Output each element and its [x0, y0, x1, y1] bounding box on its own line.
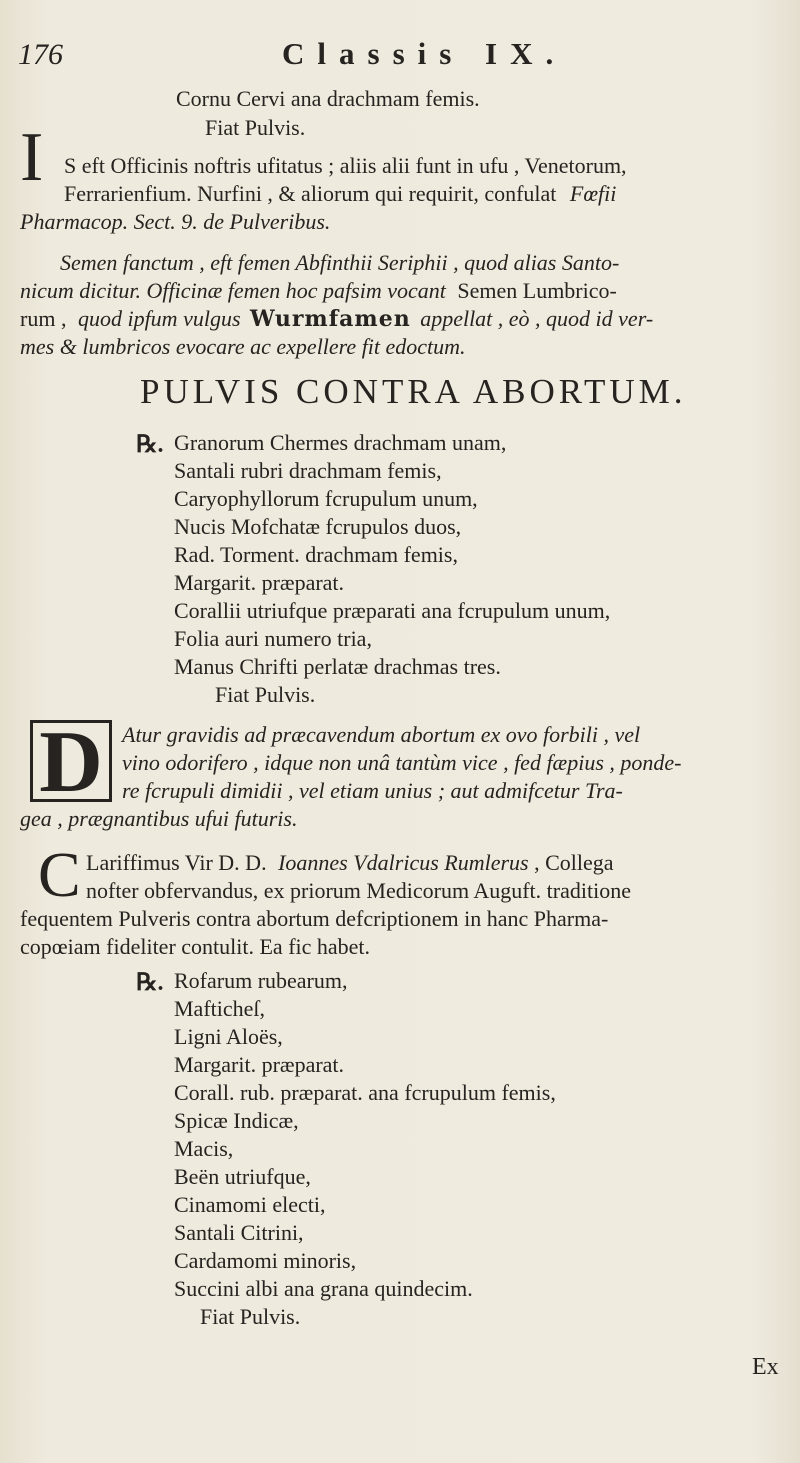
catchword: Ex: [752, 1354, 779, 1380]
ingredient-line: Margarit. præparat.: [174, 570, 345, 595]
paragraph-line: vino odorifero , idque non unâ tantùm vice , fed fæpius , ponde-: [122, 750, 682, 775]
paragraph-text: rum ,: [20, 306, 67, 331]
page-number: 176: [18, 38, 63, 71]
ingredient-line: Spicæ Indicæ,: [174, 1108, 299, 1133]
ingredient-line: Mafticheſ,: [174, 996, 266, 1021]
ingredient-line: Ligni Aloës,: [174, 1024, 283, 1049]
running-title: Classis IX.: [282, 36, 567, 71]
ingredient-line: Cardamomi minoris,: [174, 1248, 357, 1273]
ingredient-line: Rofarum rubearum,: [174, 968, 348, 993]
paragraph-line: fequentem Pulveris contra abortum defcriptionem in hanc Pharma-: [20, 906, 609, 931]
ingredient-line: Macis,: [174, 1136, 234, 1161]
paragraph-text: , Collega: [534, 850, 614, 875]
paragraph-line: gea , prægnantibus ufui futuris.: [20, 806, 298, 831]
recipe-symbol: ℞.: [136, 432, 164, 458]
ingredient-line: Manus Chrifti perlatæ drachmas tres.: [174, 654, 501, 679]
drop-cap: I: [20, 119, 44, 196]
recipe-symbol: ℞.: [136, 970, 164, 996]
ingredient-line: Fiat Pulvis.: [200, 1304, 301, 1329]
blackletter-word: Wurmfamen: [250, 306, 411, 332]
paragraph-line: [86, 850, 614, 876]
ingredient-line: Corallii utriufque præparati ana fcrupulum unum,: [174, 598, 611, 623]
ingredient-line: Santali Citrini,: [174, 1220, 304, 1245]
ingredient-line: Folia auri numero tria,: [174, 626, 372, 651]
ingredient-line: Caryophyllorum fcrupulum unum,: [174, 486, 478, 511]
paragraph-text: quod ipfum vulgus: [77, 306, 241, 331]
paragraph-text: appellat , eò , quod id ver-: [420, 306, 654, 331]
paragraph-text: Lariffimus Vir D. D.: [86, 850, 267, 875]
section-heading: PULVIS CONTRA ABORTUM.: [140, 372, 687, 411]
paragraph-line: Semen fanctum , eft femen Abfinthii Seriphii , quod alias Santo-: [60, 250, 620, 275]
paragraph-line: nofter obfervandus, ex priorum Medicorum Auguft. traditione: [86, 878, 631, 903]
paragraph-line: re fcrupuli dimidii , vel etiam unius ; aut admifcetur Tra-: [122, 778, 623, 803]
ingredient-line: Succini albi ana grana quindecim.: [174, 1276, 473, 1301]
drop-cap: D: [30, 720, 112, 802]
ingredient-line: Beën utriufque,: [174, 1164, 311, 1189]
ingredient-line: Fiat Pulvis.: [215, 682, 316, 707]
ingredient-line: Granorum Chermes drachmam unam,: [174, 430, 507, 455]
person-name: Ioannes Vdalricus Rumlerus: [278, 850, 529, 875]
drop-cap: C: [38, 839, 81, 910]
ingredient-line: Margarit. præparat.: [174, 1052, 345, 1077]
paragraph-line: Pharmacop. Sect. 9. de Pulveribus.: [20, 209, 331, 234]
paragraph-line: [64, 181, 616, 207]
ingredient-line: Corall. rub. præparat. ana fcrupulum femis,: [174, 1080, 556, 1105]
paragraph-line: S eft Officinis noftris ufitatus ; aliis alii funt in ufu , Venetorum,: [64, 153, 627, 178]
paragraph-line: Atur gravidis ad præcavendum abortum ex ovo forbili , vel: [122, 722, 641, 747]
paragraph-line: [20, 278, 617, 304]
paragraph-line: [20, 306, 653, 332]
author-name: Fœfii: [569, 181, 617, 206]
ingredient-line: Cinamomi electi,: [174, 1192, 326, 1217]
recipe-line: Fiat Pulvis.: [205, 115, 306, 140]
ingredient-line: Nucis Mofchatæ fcrupulos duos,: [174, 514, 462, 539]
paragraph-line: copœiam fideliter contulit. Ea fic habet.: [20, 934, 371, 959]
paragraph-line: mes & lumbricos evocare ac expellere fit edoctum.: [20, 334, 466, 359]
paragraph-text: Ferrarienfium. Nurfini , & aliorum qui requirit, confulat: [64, 181, 557, 206]
paragraph-text: Semen Lumbrico-: [457, 278, 617, 303]
ingredient-line: Santali rubri drachmam femis,: [174, 458, 442, 483]
recipe-line: Cornu Cervi ana drachmam femis.: [176, 86, 480, 111]
ingredient-line: Rad. Torment. drachmam femis,: [174, 542, 458, 567]
paragraph-text: nicum dicitur. Officinæ femen hoc pafsim vocant: [20, 278, 446, 303]
